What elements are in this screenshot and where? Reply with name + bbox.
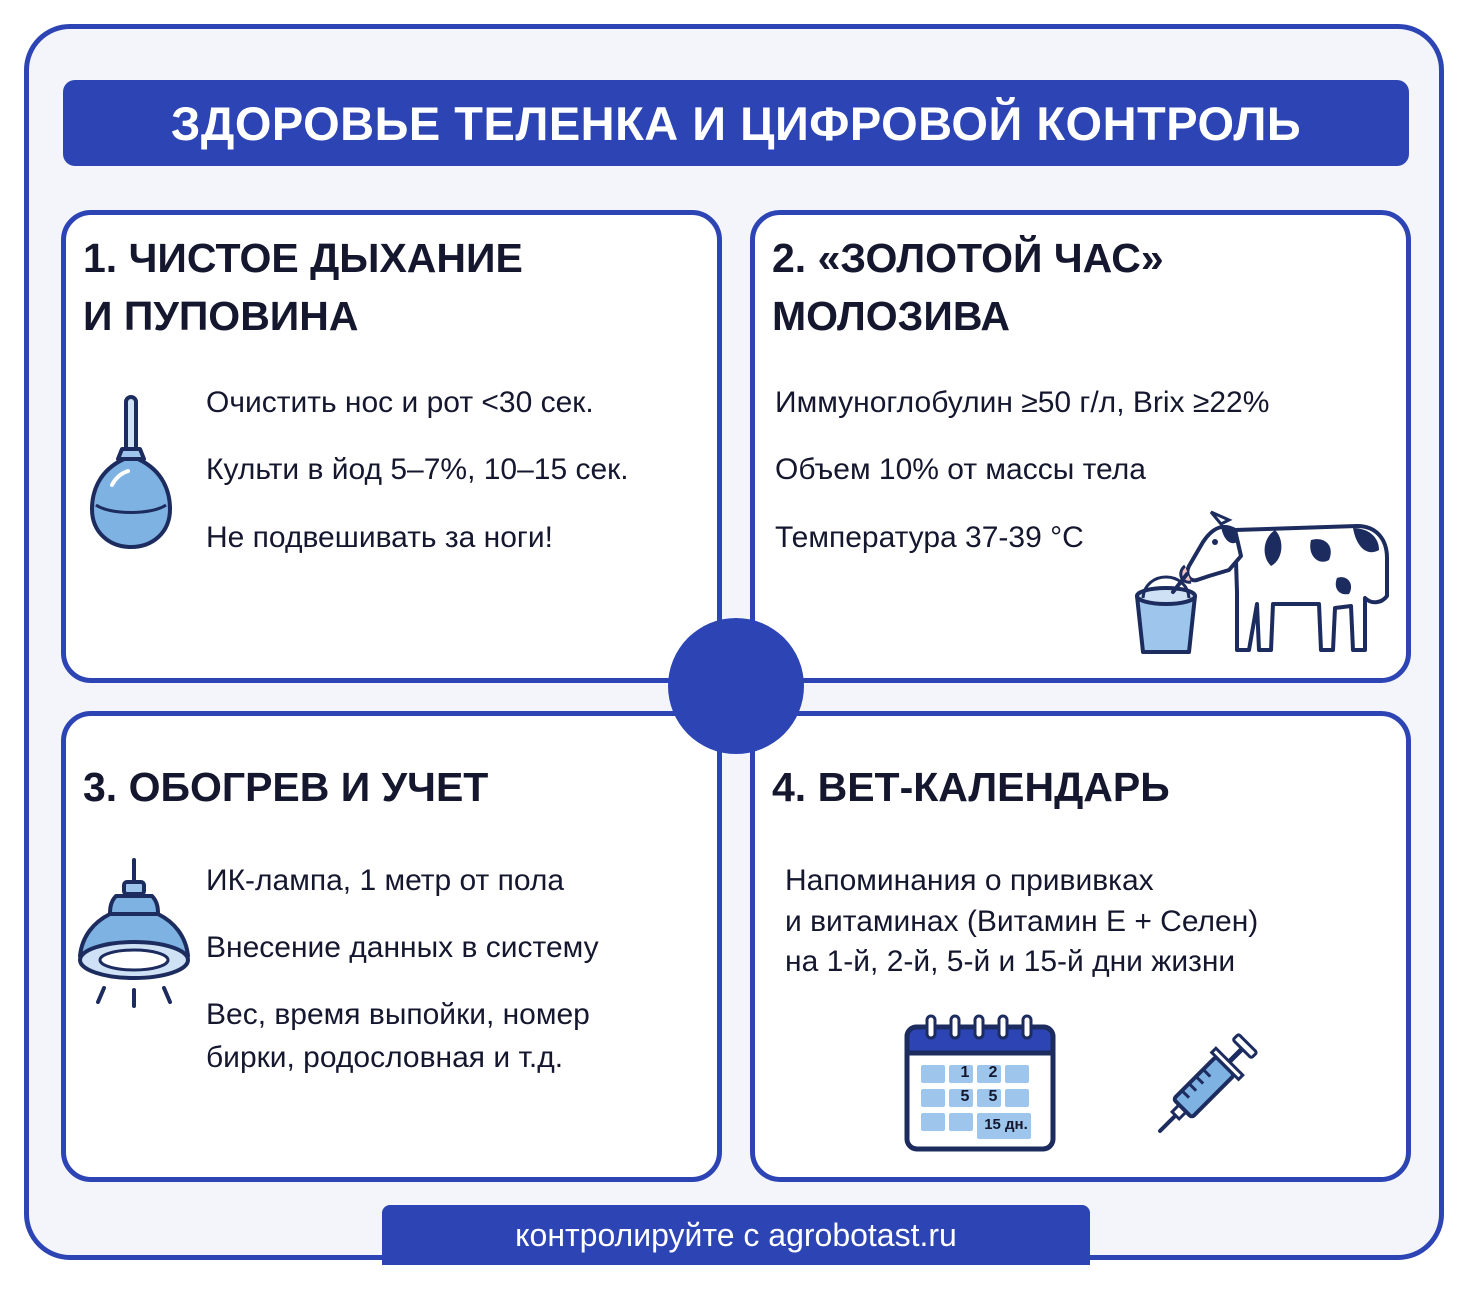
card-title [772, 229, 1164, 345]
calendar-icon [903, 1013, 1057, 1153]
card-colostrum [750, 210, 1411, 683]
card-title-line: 1. ЧИСТОЕ ДЫХАНИЕ [83, 235, 523, 281]
calendar-day-label: 15 дн. [984, 1116, 1028, 1133]
card-line: Объем 10% от массы тела [775, 453, 1146, 486]
calendar-day-label: 2 [988, 1064, 998, 1081]
card-line: Очистить нос и рот <30 сек. [206, 386, 594, 419]
card-title: 4. ВЕТ-КАЛЕНДАРЬ [772, 764, 1170, 810]
calendar-day-label: 1 [960, 1064, 970, 1081]
card-line: Культи в йод 5–7%, 10–15 сек. [206, 453, 629, 486]
calendar-day-label: 5 [960, 1088, 970, 1105]
card-title [83, 229, 523, 345]
card-line: Напоминания о прививках [785, 864, 1154, 897]
card-line: Иммуноглобулин ≥50 г/л, Brix ≥22% [775, 386, 1270, 419]
card-heating [61, 711, 722, 1182]
card-line: Температура 37-39 °C [775, 521, 1084, 554]
card-line: бирки, родословная и т.д. [206, 1041, 564, 1074]
calf-drinking-icon [1125, 500, 1395, 670]
card-clean-breathing [61, 210, 722, 683]
syringe-icon [1137, 1016, 1275, 1154]
footer-banner: контролируйте с agrobotast.ru [382, 1205, 1090, 1265]
card-title: 3. ОБОГРЕВ И УЧЕТ [83, 764, 489, 810]
card-line: Внесение данных в систему [206, 931, 599, 964]
card-line: Не подвешивать за ноги! [206, 521, 553, 554]
card-line: Вес, время выпойки, номер [206, 998, 590, 1031]
page-title: ЗДОРОВЬЕ ТЕЛЕНКА И ЦИФРОВОЙ КОНТРОЛЬ [63, 80, 1409, 166]
card-line: ИК-лампа, 1 метр от пола [206, 864, 565, 897]
card-title-line: 2. «ЗОЛОТОЙ ЧАС» [772, 235, 1164, 281]
calendar-day-label: 5 [988, 1088, 998, 1105]
center-circle [668, 618, 804, 754]
card-line: на 1-й, 2-й, 5-й и 15-й дни жизни [785, 945, 1236, 978]
card-line: и витаминах (Витамин Е + Селен) [785, 905, 1259, 938]
card-title-line: МОЛОЗИВА [772, 293, 1011, 339]
heat-lamp-icon [74, 856, 194, 1016]
bulb-syringe-icon [88, 393, 178, 553]
card-title-line: И ПУПОВИНА [83, 293, 359, 339]
card-vet-calendar [750, 711, 1411, 1182]
